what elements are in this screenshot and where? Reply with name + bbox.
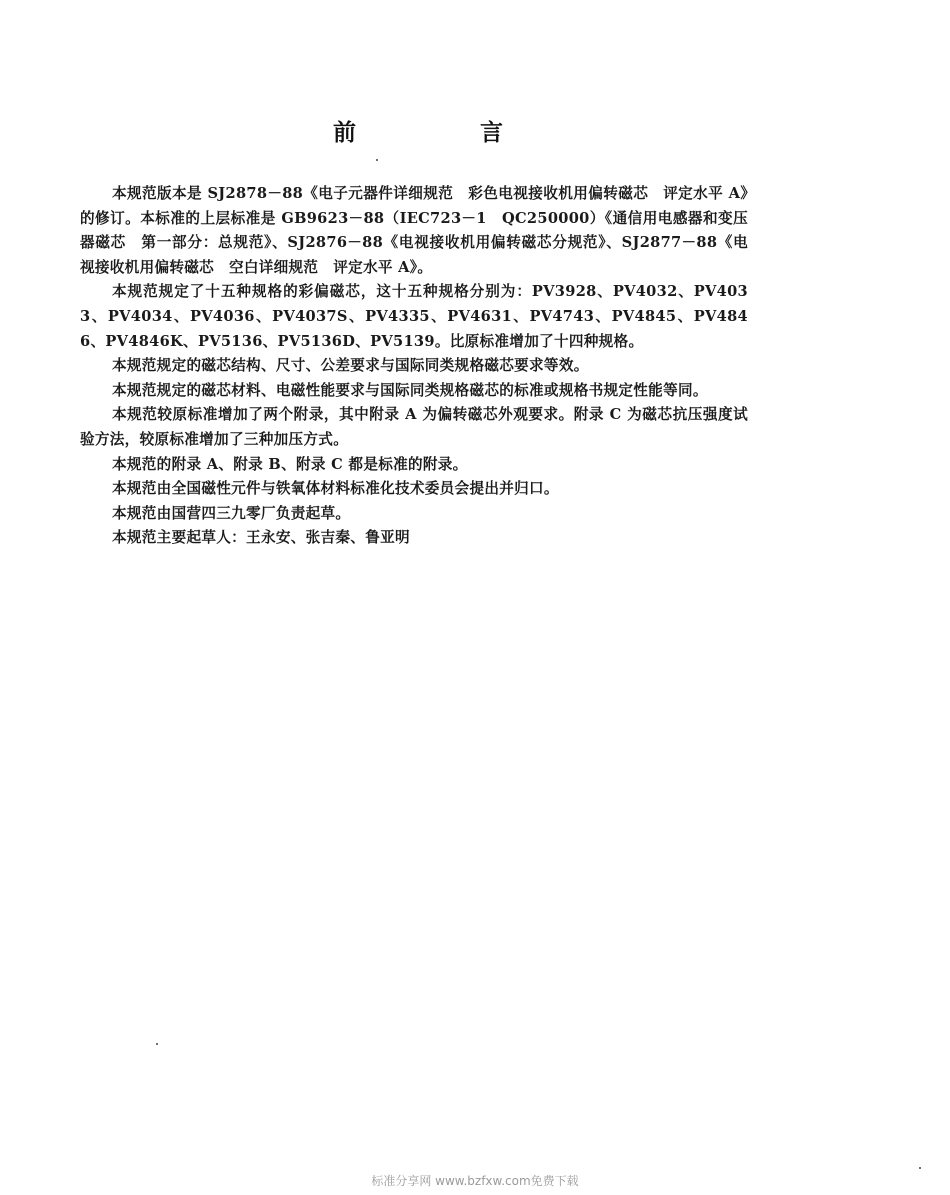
paragraph-materials: 本规范规定的磁芯材料、电磁性能要求与国际同类规格磁芯的标准或规格书规定性能等同。 xyxy=(112,381,708,399)
paragraph-specifications: 本规范规定了十五种规格的彩偏磁芯，这十五种规格分别为：PV3928、PV4032、PV4033、PV4034、PV4036、PV4037S、PV4335、PV4631、PV4743、PV4845、PV4846、PV4846K、PV5136、PV5136D、PV5139。比原标准增加了十四种规格。 xyxy=(80,283,748,350)
scan-speck xyxy=(919,1167,921,1169)
paragraph-proposed-by: 本规范由全国磁性元件与铁氧体材料标准化技术委员会提出并归口。 xyxy=(112,480,559,498)
footer-watermark: 标准分享网 www.bzfxw.com免费下载 xyxy=(371,1174,579,1188)
scan-speck xyxy=(376,159,378,161)
document-body xyxy=(80,182,748,551)
paragraph-appendices-added: 本规范较原标准增加了两个附录，其中附录 A 为偏转磁芯外观要求。附录 C 为磁芯抗压强度试验方法，较原标准增加了三种加压方式。 xyxy=(80,406,748,448)
scan-speck xyxy=(156,1043,158,1045)
paragraph-drafters: 本规范主要起草人：王永安、张吉秦、鲁亚明 xyxy=(112,529,410,547)
page-title: 前 言 xyxy=(332,120,561,146)
paragraph-structure: 本规范规定的磁芯结构、尺寸、公差要求与国际同类规格磁芯要求等效。 xyxy=(112,357,589,375)
paragraph-revision-basis: 本规范版本是 SJ2878－88《电子元器件详细规范 彩色电视接收机用偏转磁芯 评定水平 A》的修订。本标准的上层标准是 GB9623－88（IEC723－1 QC250000）《通信用电感器和变压器磁芯 第一部分：总规范》、SJ2876－88《电视接收机用偏转磁芯分规范》、SJ2877－88《电视接收机用偏转磁芯 空白详细规范 评定水平 A》。 xyxy=(80,185,748,276)
paragraph-drafted-by: 本规范由国营四三九零厂负责起草。 xyxy=(112,504,351,522)
paragraph-appendices-normative: 本规范的附录 A、附录 B、附录 C 都是标准的附录。 xyxy=(112,455,468,473)
